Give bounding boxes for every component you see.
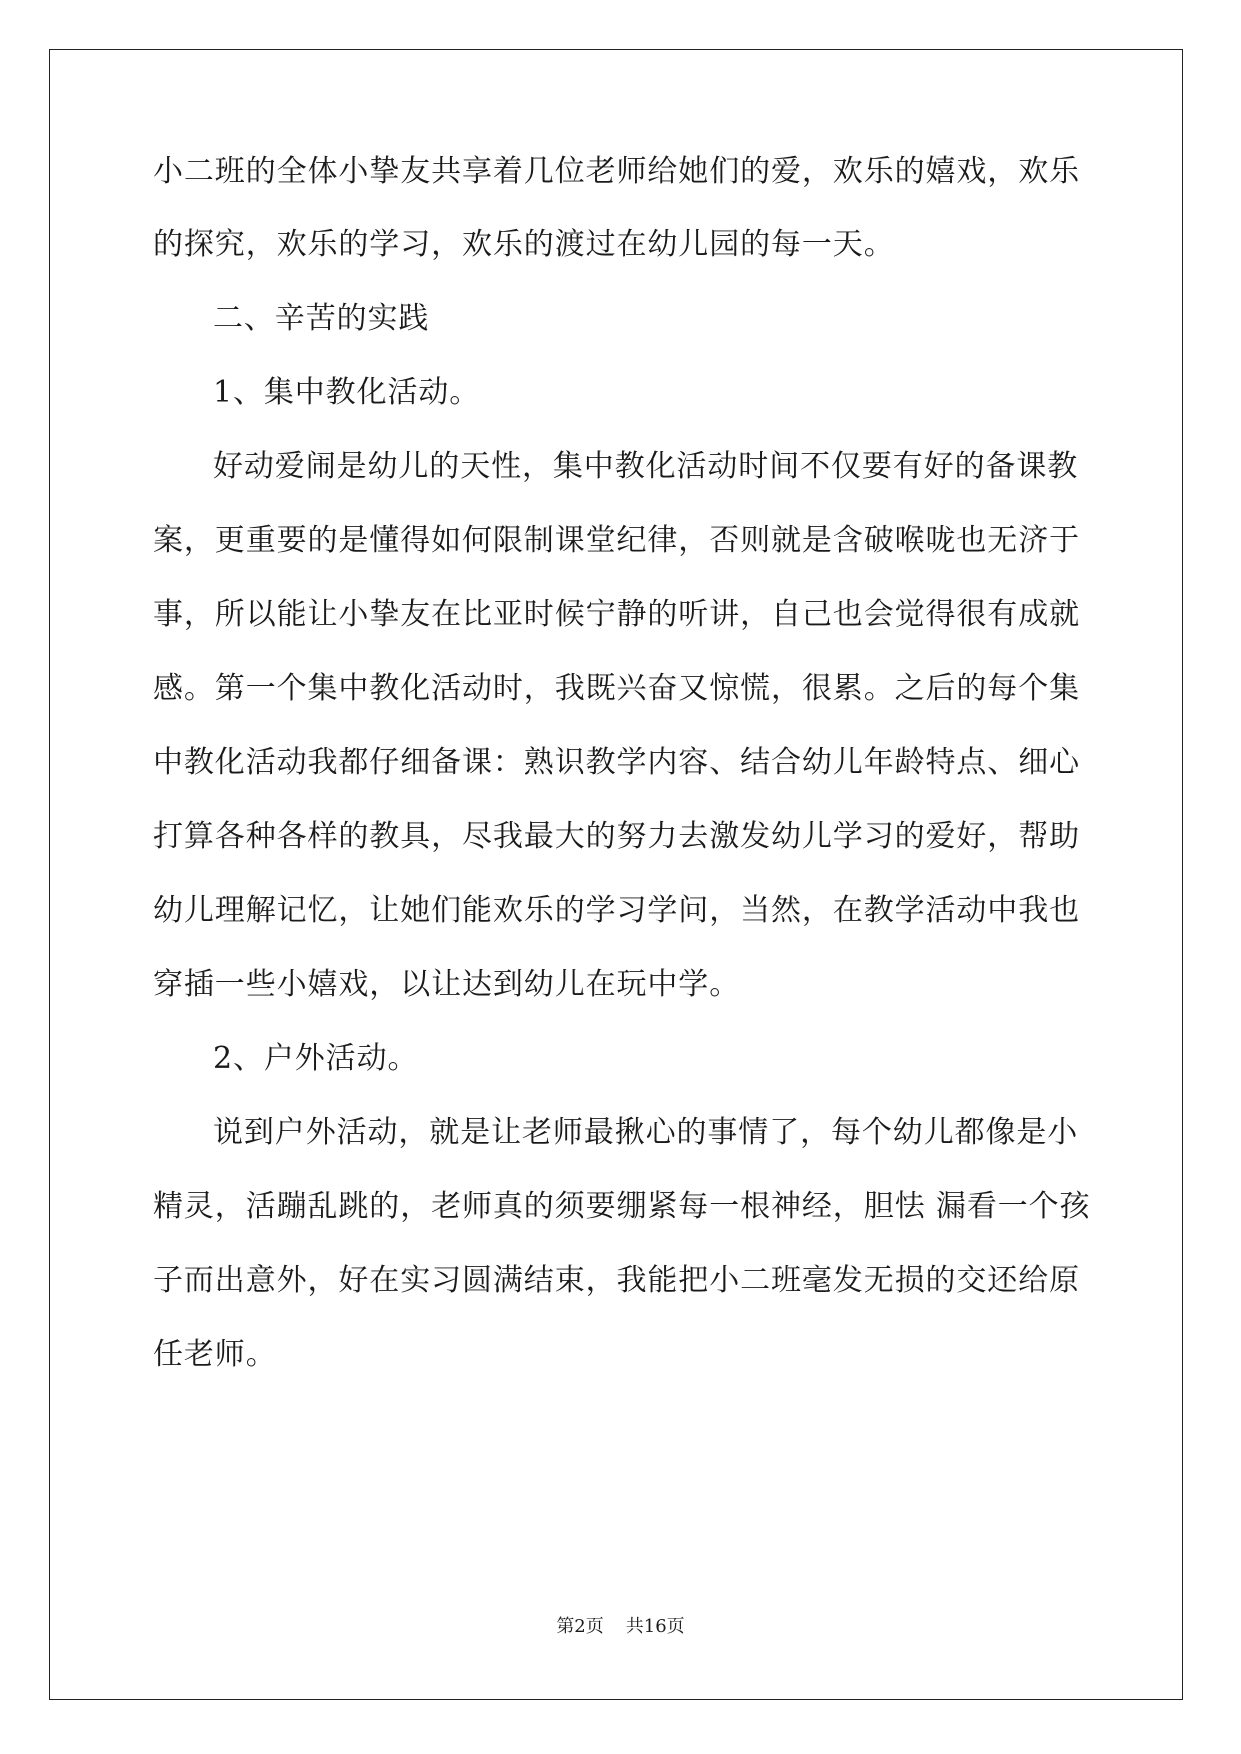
body-text-line: 任老师。 [153,1337,277,1372]
subsection-heading: 1、集中教化活动。 [213,375,481,410]
body-text-line: 案，更重要的是懂得如何限制课堂纪律，否则就是含破喉咙也无济于 [153,523,1080,558]
total-pages: 共16页 [625,1616,685,1637]
body-text-line: 幼儿理解记忆，让她们能欢乐的学习学问，当然，在教学活动中我也 [153,893,1080,928]
subsection-heading: 2、户外活动。 [213,1041,419,1076]
section-heading: 二、辛苦的实践 [213,301,430,336]
body-text-line: 子而出意外，好在实习圆满结束，我能把小二班毫发无损的交还给原 [153,1263,1080,1298]
page-border [49,49,1183,1700]
page-number: 第2页 [556,1616,604,1637]
body-text-line: 的探究，欢乐的学习，欢乐的渡过在幼儿园的每一天。 [153,227,895,262]
body-text-line: 说到户外活动，就是让老师最揪心的事情了，每个幼儿都像是小 [213,1115,1079,1150]
body-text-line: 小二班的全体小挚友共享着几位老师给她们的爱，欢乐的嬉戏，欢乐 [153,154,1080,189]
body-text-line: 感。第一个集中教化活动时，我既兴奋又惊慌，很累。之后的每个集 [153,671,1080,706]
body-text-line: 中教化活动我都仔细备课：熟识教学内容、结合幼儿年龄特点、细心 [153,745,1080,780]
body-text-line: 事，所以能让小挚友在比亚时候宁静的听讲，自己也会觉得很有成就 [153,597,1080,632]
body-text-line: 好动爱闹是幼儿的天性，集中教化活动时间不仅要有好的备课教 [213,449,1079,484]
body-text-line: 精灵，活蹦乱跳的，老师真的须要绷紧每一根神经，胆怯 漏看一个孩 [153,1189,1091,1224]
body-text-line: 穿插一些小嬉戏，以让达到幼儿在玩中学。 [153,967,741,1002]
body-text-line: 打算各种各样的教具，尽我最大的努力去激发幼儿学习的爱好，帮助 [153,819,1080,854]
page-footer [0,1615,1241,1639]
